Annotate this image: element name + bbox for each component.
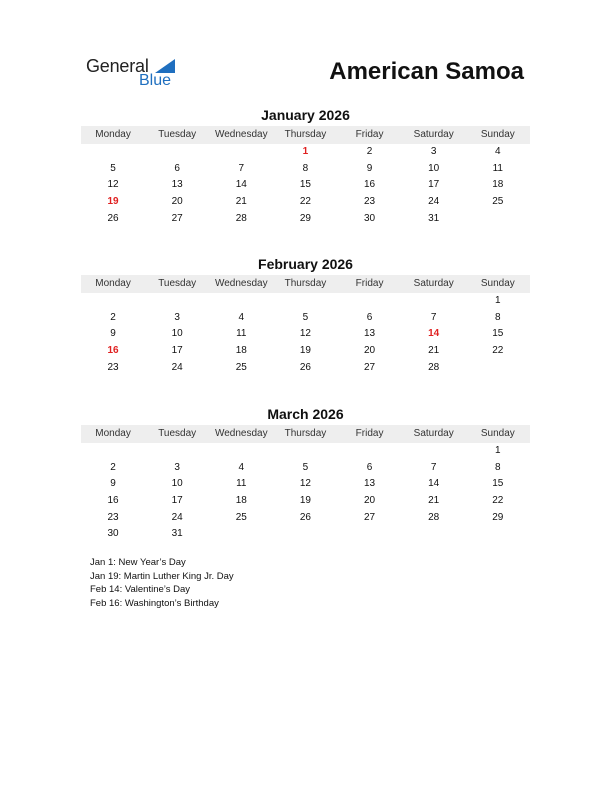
day-cell: 7 xyxy=(238,162,245,174)
day-cell xyxy=(466,526,530,543)
day-cell: 15 xyxy=(492,328,504,340)
weekday-label: Monday xyxy=(95,428,131,439)
day-cell: 8 xyxy=(495,311,501,323)
weekday-label: Monday xyxy=(95,129,131,140)
day-cell: 27 xyxy=(364,511,376,523)
day-cell: 19 xyxy=(299,345,311,357)
week-row xyxy=(81,460,530,477)
day-cell: 23 xyxy=(107,511,119,523)
weekday-header xyxy=(81,275,530,293)
day-cell: 25 xyxy=(235,361,247,373)
day-cell: 1 xyxy=(302,146,309,157)
day-cell: 19 xyxy=(299,495,311,507)
logo-triangle-icon xyxy=(155,59,175,73)
day-cell xyxy=(209,443,273,460)
day-cell: 22 xyxy=(299,196,311,208)
day-cell: 4 xyxy=(495,146,501,157)
day-cell xyxy=(209,293,273,310)
weekday-label: Sunday xyxy=(480,278,515,289)
day-cell: 28 xyxy=(428,511,440,523)
day-cell: 29 xyxy=(299,212,311,224)
day-cell: 10 xyxy=(428,162,440,174)
day-cell: 16 xyxy=(364,179,376,191)
weekday-header xyxy=(81,425,530,443)
day-cell: 18 xyxy=(235,495,247,507)
week-row xyxy=(81,310,530,327)
day-cell: 6 xyxy=(174,162,180,174)
week-row xyxy=(81,211,530,228)
day-cell: 17 xyxy=(171,495,183,507)
day-cell: 24 xyxy=(171,361,183,373)
day-cell: 26 xyxy=(107,212,119,224)
logo-blue-text: Blue xyxy=(139,72,172,89)
day-cell: 7 xyxy=(430,461,437,473)
week-row xyxy=(81,293,530,310)
day-cell: 17 xyxy=(171,345,183,357)
month-title: February 2026 xyxy=(258,256,353,272)
day-cell: 1 xyxy=(495,445,501,456)
day-cell: 18 xyxy=(235,345,247,357)
day-cell: 12 xyxy=(107,179,119,191)
weekday-label: Saturday xyxy=(413,129,454,140)
day-cell: 10 xyxy=(171,478,183,490)
day-cell: 23 xyxy=(107,361,119,373)
day-cell: 15 xyxy=(299,179,311,191)
week-row xyxy=(81,443,530,460)
day-cell: 18 xyxy=(492,179,504,191)
holiday-notes xyxy=(90,556,234,610)
day-cell: 9 xyxy=(366,162,373,174)
day-cell xyxy=(81,144,145,161)
day-cell: 5 xyxy=(302,311,309,323)
weekday-label: Sunday xyxy=(480,428,515,439)
weekday-label: Saturday xyxy=(413,428,454,439)
day-cell: 14 xyxy=(428,328,440,340)
day-cell: 6 xyxy=(366,311,373,323)
day-cell xyxy=(145,443,209,460)
month-title: March 2026 xyxy=(267,406,344,422)
week-row xyxy=(81,194,530,211)
day-cell: 8 xyxy=(302,162,309,174)
day-cell xyxy=(209,144,273,161)
day-cell: 4 xyxy=(238,311,245,323)
day-cell: 9 xyxy=(110,478,116,490)
day-cell: 27 xyxy=(364,361,376,373)
day-cell: 16 xyxy=(107,345,119,357)
day-cell: 13 xyxy=(364,478,376,490)
day-cell xyxy=(466,211,530,228)
day-cell: 17 xyxy=(428,179,440,191)
day-cell: 11 xyxy=(236,328,247,340)
day-cell: 26 xyxy=(299,361,311,373)
day-cell xyxy=(466,360,530,377)
day-cell: 15 xyxy=(492,478,504,490)
week-row xyxy=(81,476,530,493)
day-cell: 4 xyxy=(238,461,245,473)
generalblue-logo xyxy=(86,56,186,92)
day-cell: 8 xyxy=(495,461,501,473)
day-cell xyxy=(81,443,145,460)
month-title: January 2026 xyxy=(261,107,350,123)
day-cell: 12 xyxy=(299,478,311,490)
country-title: American Samoa xyxy=(329,58,524,85)
day-cell: 13 xyxy=(171,179,183,191)
day-cell: 27 xyxy=(171,212,183,224)
weekday-header xyxy=(81,126,530,144)
weekday-label: Thursday xyxy=(284,428,327,439)
day-cell xyxy=(338,526,402,543)
holiday-note: Jan 19: Martin Luther King Jr. Day xyxy=(90,570,234,582)
day-cell: 9 xyxy=(110,328,116,340)
day-cell: 31 xyxy=(428,212,440,224)
weekday-label: Friday xyxy=(355,278,384,289)
weekday-label: Tuesday xyxy=(158,428,197,439)
week-row xyxy=(81,493,530,510)
day-cell: 11 xyxy=(492,162,503,174)
day-cell: 28 xyxy=(428,361,440,373)
day-cell xyxy=(145,293,209,310)
day-cell xyxy=(402,526,466,543)
day-cell: 22 xyxy=(492,495,504,507)
day-cell xyxy=(273,443,337,460)
day-cell: 20 xyxy=(364,345,376,357)
weekday-label: Thursday xyxy=(284,278,327,289)
day-cell xyxy=(402,293,466,310)
day-cell: 25 xyxy=(492,196,504,208)
day-cell: 11 xyxy=(236,478,247,490)
day-cell xyxy=(145,144,209,161)
day-cell xyxy=(81,293,145,310)
day-cell: 22 xyxy=(492,345,504,357)
weekday-label: Wednesday xyxy=(214,428,268,439)
day-cell: 21 xyxy=(428,495,440,507)
day-cell: 30 xyxy=(364,212,376,224)
holiday-note: Feb 16: Washington’s Birthday xyxy=(90,597,219,609)
week-row xyxy=(81,144,530,161)
week-row xyxy=(81,177,530,194)
weekday-label: Saturday xyxy=(413,278,454,289)
weekday-label: Tuesday xyxy=(158,129,197,140)
day-cell: 10 xyxy=(171,328,183,340)
day-cell: 13 xyxy=(364,328,376,340)
day-cell: 5 xyxy=(302,461,309,473)
weekday-label: Wednesday xyxy=(214,129,268,140)
week-row xyxy=(81,161,530,178)
day-cell: 24 xyxy=(428,196,440,208)
day-cell xyxy=(338,443,402,460)
day-cell: 2 xyxy=(366,146,373,157)
week-row xyxy=(81,526,530,543)
week-row xyxy=(81,360,530,377)
day-cell: 31 xyxy=(171,528,183,540)
day-cell xyxy=(338,293,402,310)
day-cell: 21 xyxy=(428,345,440,357)
month-calendar xyxy=(81,255,530,376)
day-cell: 2 xyxy=(110,461,116,473)
day-cell: 29 xyxy=(492,511,504,523)
weekday-label: Friday xyxy=(355,428,384,439)
day-cell: 14 xyxy=(235,179,247,191)
weekday-label: Sunday xyxy=(480,129,515,140)
day-cell: 6 xyxy=(366,461,373,473)
day-cell: 20 xyxy=(364,495,376,507)
weekday-label: Thursday xyxy=(284,129,327,140)
weekday-label: Friday xyxy=(355,129,384,140)
day-cell: 26 xyxy=(299,511,311,523)
weekday-label: Tuesday xyxy=(158,278,197,289)
day-cell: 1 xyxy=(495,295,501,306)
day-cell: 3 xyxy=(430,146,437,157)
logo-general-text: General xyxy=(86,56,149,76)
day-cell: 7 xyxy=(430,311,437,323)
month-calendar xyxy=(81,405,530,543)
day-cell: 12 xyxy=(299,328,311,340)
day-cell: 2 xyxy=(110,311,116,323)
day-cell: 20 xyxy=(171,196,183,208)
holiday-note: Jan 1: New Year’s Day xyxy=(90,557,186,568)
day-cell: 23 xyxy=(364,196,376,208)
day-cell: 21 xyxy=(235,196,247,208)
month-calendar xyxy=(81,106,530,227)
day-cell: 19 xyxy=(107,196,119,208)
weekday-label: Monday xyxy=(95,278,131,289)
day-cell xyxy=(273,526,337,543)
week-row xyxy=(81,343,530,360)
day-cell: 25 xyxy=(235,511,247,523)
week-row xyxy=(81,510,530,527)
day-cell: 5 xyxy=(110,162,116,174)
week-row xyxy=(81,326,530,343)
day-cell: 16 xyxy=(107,495,119,507)
day-cell: 28 xyxy=(235,212,247,224)
day-cell: 30 xyxy=(107,528,119,540)
day-cell: 24 xyxy=(171,511,183,523)
weekday-label: Wednesday xyxy=(214,278,268,289)
holiday-note: Feb 14: Valentine’s Day xyxy=(90,584,190,596)
day-cell: 14 xyxy=(428,478,440,490)
day-cell xyxy=(402,443,466,460)
day-cell: 3 xyxy=(174,461,180,473)
day-cell: 3 xyxy=(174,311,180,323)
day-cell xyxy=(209,526,273,543)
day-cell xyxy=(273,293,337,310)
